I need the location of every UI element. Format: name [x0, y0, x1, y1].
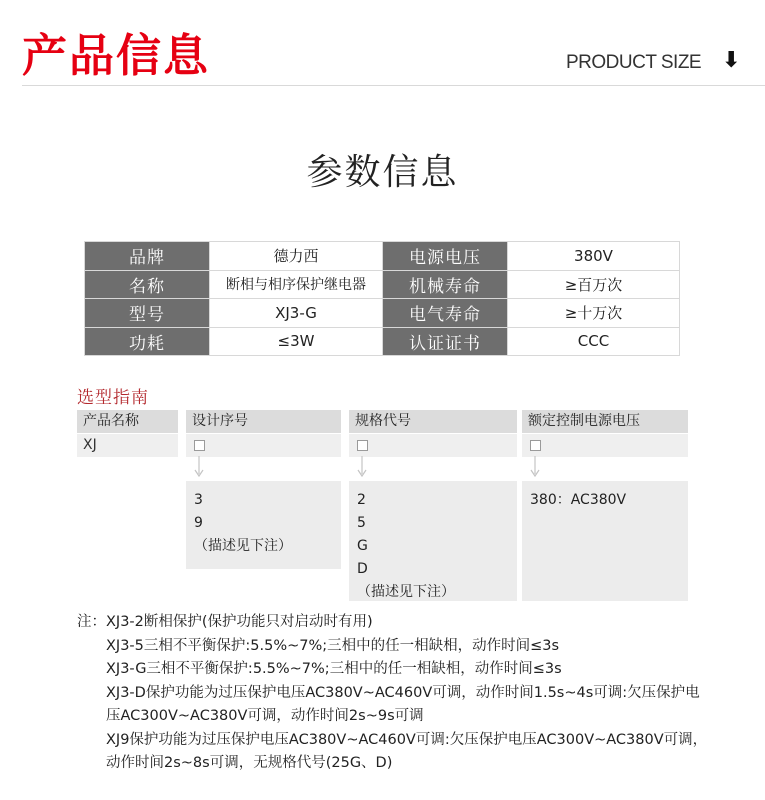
down-arrow-icon — [356, 456, 368, 480]
checkbox-icon — [357, 440, 368, 451]
param-value: 德力西 — [210, 242, 383, 271]
note-line: 动作时间2s~8s可调，无规格代号(25G、D) — [106, 755, 393, 771]
list-item: 5 — [357, 515, 366, 531]
column-header-product: 产品名称 — [77, 410, 178, 433]
down-arrow-icon — [529, 456, 541, 480]
spec-code-slot — [349, 434, 517, 457]
param-key: 功耗 — [85, 327, 210, 356]
param-value: 断相与相序保护继电器 — [210, 270, 383, 299]
header-divider — [22, 85, 765, 86]
note-line: 注：XJ3-2断相保护(保护功能只对启动时有用) — [77, 614, 373, 630]
column-header-spec-code: 规格代号 — [349, 410, 517, 433]
param-value: XJ3-G — [210, 299, 383, 328]
param-value: ≤3W — [210, 327, 383, 356]
note-line: XJ3-5三相不平衡保护:5.5%~7%;三相中的任一相缺相，动作时间≤3s — [106, 637, 560, 654]
param-key: 名称 — [85, 270, 210, 299]
column-header-voltage: 额定控制电源电压 — [522, 410, 688, 433]
design-code-options — [186, 481, 341, 569]
spec-code-options — [349, 481, 517, 601]
note-line: XJ3-G三相不平衡保护:5.5%~7%;三相中的任一相缺相，动作时间≤3s — [106, 661, 562, 677]
down-arrow-icon — [193, 456, 205, 480]
param-value: ≥百万次 — [508, 270, 680, 299]
param-value: ≥十万次 — [508, 299, 680, 328]
list-item: 380：AC380V — [530, 492, 627, 508]
voltage-options — [522, 481, 688, 601]
table-row — [85, 327, 680, 356]
column-header-design-code: 设计序号 — [186, 410, 341, 433]
section-title: 参数信息 — [306, 152, 459, 193]
param-key: 认证证书 — [383, 327, 508, 356]
list-item: 3 — [194, 492, 203, 508]
param-key: 型号 — [85, 299, 210, 328]
selection-guide-title: 选型指南 — [77, 388, 149, 408]
checkbox-icon — [194, 440, 205, 451]
table-row — [85, 270, 680, 299]
list-item: （描述见下注） — [357, 584, 455, 600]
page-header-title: 产品信息 — [22, 29, 211, 82]
note-line: XJ9保护功能为过压保护电压AC380V~AC460V可调:欠压保护电压AC300V~AC380V可调， — [106, 731, 708, 748]
product-name-value: XJ — [77, 434, 178, 457]
list-item: 2 — [357, 492, 366, 508]
down-arrow-icon[interactable]: ⬇ — [722, 48, 741, 73]
voltage-slot — [522, 434, 688, 457]
checkbox-icon — [530, 440, 541, 451]
list-item: D — [357, 561, 368, 577]
note-line: 压AC300V~AC380V可调，动作时间2s~9s可调 — [106, 708, 424, 724]
note-line: XJ3-D保护功能为过压保护电压AC380V~AC460V可调，动作时间1.5s~4s可调:欠压保护电 — [106, 684, 700, 701]
param-key: 机械寿命 — [383, 270, 508, 299]
list-item: G — [357, 538, 368, 554]
list-item: （描述见下注） — [194, 538, 292, 554]
table-row — [85, 299, 680, 328]
list-item: 9 — [194, 515, 203, 531]
param-key: 电气寿命 — [383, 299, 508, 328]
param-value: CCC — [508, 327, 680, 356]
header-subtitle: PRODUCT SIZE — [566, 52, 702, 73]
notes-block — [77, 611, 707, 776]
param-value: 380V — [508, 242, 680, 271]
parameter-table — [84, 241, 680, 356]
param-key: 电源电压 — [383, 242, 508, 271]
table-row — [85, 242, 680, 271]
param-key: 品牌 — [85, 242, 210, 271]
design-code-slot — [186, 434, 341, 457]
